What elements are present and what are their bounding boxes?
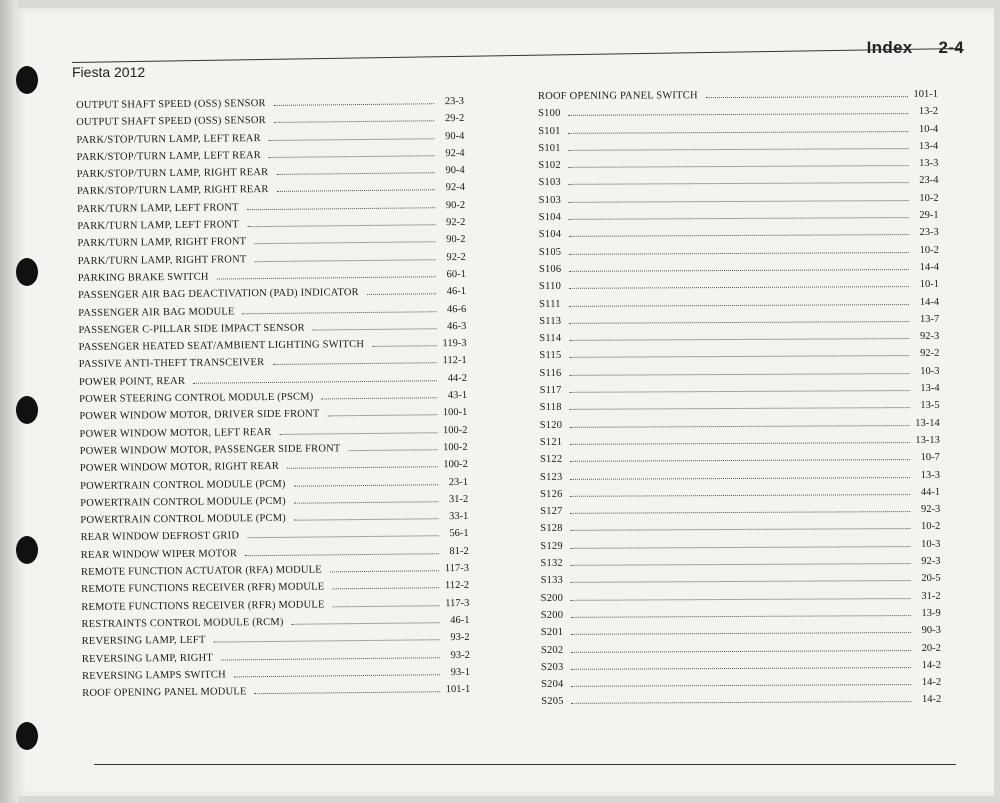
index-entry [541, 608, 941, 627]
entry-page-ref: 10-3 [921, 538, 941, 550]
dot-leader [269, 138, 435, 141]
dot-leader [214, 639, 440, 642]
index-entry [541, 573, 941, 592]
dot-leader [570, 390, 910, 393]
index-entry [540, 469, 940, 488]
entry-name: PARK/TURN LAMP, LEFT FRONT [77, 219, 239, 233]
index-entry [540, 452, 940, 471]
index-entry [539, 245, 939, 264]
entry-name: S103 [538, 177, 561, 189]
index-entry [540, 383, 940, 402]
entry-page-ref: 14-2 [921, 676, 942, 689]
entry-page-ref: 100-2 [442, 424, 468, 436]
entry-name: PASSENGER AIR BAG DEACTIVATION (PAD) INDICATOR [77, 287, 359, 302]
dot-leader [569, 131, 909, 134]
entry-name: S111 [539, 298, 561, 310]
dot-leader [571, 580, 911, 583]
entry-page-ref: 13-14 [915, 417, 940, 429]
entry-page-ref: 93-2 [450, 632, 470, 644]
dot-leader [193, 380, 437, 384]
dot-leader [294, 518, 438, 521]
entry-page-ref: 29-2 [444, 113, 465, 125]
entry-page-ref: 112-2 [444, 580, 470, 592]
entry-name: S205 [541, 696, 564, 708]
entry-page-ref: 14-2 [921, 659, 942, 671]
dot-leader [569, 373, 909, 376]
dot-leader [571, 632, 911, 635]
dot-leader [569, 183, 909, 186]
dot-leader [234, 674, 440, 677]
entry-name: POWER WINDOW MOTOR, RIGHT REAR [79, 461, 280, 475]
index-entry [539, 210, 939, 229]
entry-name: S118 [539, 402, 562, 414]
entry-page-ref: 90-2 [446, 234, 466, 246]
dot-leader [571, 546, 911, 549]
dot-leader [274, 121, 434, 124]
entry-page-ref: 81-2 [449, 545, 469, 557]
entry-name: S126 [540, 488, 563, 500]
entry-page-ref: 23-4 [919, 175, 939, 187]
entry-name: S100 [538, 108, 561, 120]
entry-page-ref: 23-3 [444, 95, 465, 108]
entry-page-ref: 13-3 [920, 469, 941, 481]
dot-leader [569, 321, 909, 324]
dot-leader [292, 622, 440, 625]
dot-leader [569, 234, 909, 237]
entry-name: REMOTE FUNCTIONS RECEIVER (RFR) MODULE [81, 581, 325, 596]
index-entry [539, 227, 939, 246]
entry-page-ref: 33-1 [449, 511, 469, 523]
entry-page-ref: 10-7 [920, 452, 940, 464]
entry-page-ref: 13-13 [915, 434, 940, 446]
entry-page-ref: 20-5 [921, 573, 941, 585]
dot-leader [276, 172, 434, 175]
entry-name: REVERSING LAMPS SWITCH [81, 669, 226, 682]
dot-leader [255, 691, 441, 694]
index-entry [540, 435, 940, 454]
index-entry [539, 262, 939, 281]
index-entry [541, 694, 941, 713]
index-entry [541, 642, 941, 661]
entry-page-ref: 92-2 [920, 348, 940, 360]
entry-page-ref: 10-1 [919, 279, 940, 291]
entry-page-ref: 60-1 [446, 268, 466, 281]
dot-leader [272, 363, 437, 366]
entry-page-ref: 13-5 [920, 400, 940, 412]
index-entry [541, 660, 941, 679]
entry-name: S203 [540, 661, 564, 673]
entry-page-ref: 90-4 [445, 165, 465, 177]
dot-leader [569, 356, 909, 359]
entry-page-ref: 10-2 [919, 192, 939, 204]
index-entry [539, 366, 939, 385]
entry-page-ref: 92-4 [445, 147, 465, 160]
entry-page-ref: 92-2 [445, 217, 466, 229]
entry-name: POWER STEERING CONTROL MODULE (PSCM) [79, 391, 314, 406]
index-entry [541, 591, 941, 610]
entry-page-ref: 14-4 [919, 261, 939, 273]
binder-hole [16, 536, 38, 564]
entry-page-ref: 92-3 [920, 504, 941, 516]
entry-name: S102 [538, 160, 561, 172]
index-entry [540, 400, 940, 419]
index-entry [541, 625, 941, 644]
entry-name: PARK/TURN LAMP, RIGHT FRONT [77, 236, 247, 250]
entry-name: REVERSING LAMP, RIGHT [81, 652, 213, 665]
entry-name: S110 [538, 281, 562, 293]
entry-name: POWERTRAIN CONTROL MODULE (PCM) [80, 512, 287, 527]
dot-leader [569, 269, 909, 272]
entry-page-ref: 31-2 [448, 493, 469, 505]
dot-leader [280, 432, 438, 435]
entry-name: REMOTE FUNCTION ACTUATOR (RFA) MODULE [80, 564, 322, 578]
entry-page-ref: 90-4 [445, 130, 465, 142]
entry-name: S122 [539, 454, 563, 466]
binder-hole [16, 258, 38, 286]
entry-page-ref: 14-2 [921, 694, 942, 706]
entry-page-ref: 92-3 [920, 331, 940, 343]
dot-leader [313, 328, 437, 330]
index-entry [539, 296, 939, 315]
dot-leader [571, 528, 911, 531]
entry-name: ROOF OPENING PANEL MODULE [82, 686, 247, 700]
dot-leader [570, 459, 910, 462]
index-entry [539, 331, 939, 350]
entry-name: PASSIVE ANTI-THEFT TRANSCEIVER [78, 357, 265, 371]
entry-name: S116 [539, 367, 562, 379]
entry-name: PASSENGER C-PILLAR SIDE IMPACT SENSOR [78, 322, 305, 336]
entry-name: S101 [538, 142, 561, 154]
entry-name: S121 [539, 436, 563, 448]
entry-name: S129 [540, 540, 563, 552]
entry-page-ref: 100-2 [443, 441, 468, 454]
dot-leader [569, 217, 909, 220]
binder-hole [16, 66, 38, 94]
entry-name: POWERTRAIN CONTROL MODULE (PCM) [79, 478, 286, 492]
dot-leader [274, 103, 434, 106]
index-entry [538, 158, 938, 177]
entry-name: S115 [539, 350, 562, 362]
entry-page-ref: 10-2 [921, 521, 941, 533]
document-title: Fiesta 2012 [72, 64, 146, 80]
index-entry [540, 418, 940, 437]
dot-leader [570, 425, 910, 428]
entry-name: S105 [538, 246, 562, 258]
dot-leader [572, 684, 912, 687]
entry-name: POWER WINDOW MOTOR, DRIVER SIDE FRONT [79, 408, 320, 423]
entry-page-ref: 92-2 [446, 251, 466, 263]
entry-name: S106 [538, 263, 562, 275]
entry-page-ref: 14-4 [919, 296, 940, 308]
entry-page-ref: 31-2 [921, 590, 941, 602]
entry-name: S117 [539, 384, 562, 397]
dot-leader [569, 113, 909, 116]
entry-name: REMOTE FUNCTIONS RECEIVER (RFR) MODULE [81, 599, 325, 613]
entry-name: S123 [539, 471, 563, 483]
dot-leader [321, 397, 437, 399]
entry-page-ref: 93-1 [450, 666, 471, 678]
entry-name: OUTPUT SHAFT SPEED (OSS) SENSOR [76, 98, 266, 111]
dot-leader [254, 259, 435, 262]
index-entry [540, 539, 940, 558]
entry-name: ROOF OPENING PANEL SWITCH [538, 90, 698, 102]
dot-leader [221, 657, 440, 660]
entry-name: REVERSING LAMP, LEFT [81, 634, 206, 648]
dot-leader [572, 701, 912, 704]
index-entry [538, 123, 938, 142]
entry-page-ref: 117-3 [444, 562, 469, 575]
index-entry [540, 504, 940, 523]
entry-page-ref: 46-1 [450, 614, 470, 627]
entry-page-ref: 10-3 [920, 365, 940, 377]
dot-leader [569, 252, 909, 255]
dot-leader [569, 148, 909, 151]
entry-page-ref: 43-1 [447, 389, 468, 402]
dot-leader [571, 598, 911, 601]
entry-name: S128 [540, 523, 563, 535]
entry-name: PASSENGER AIR BAG MODULE [78, 305, 235, 319]
entry-page-ref: 13-4 [919, 140, 939, 152]
entry-name: REAR WINDOW DEFROST GRID [80, 530, 240, 544]
entry-page-ref: 46-6 [446, 303, 467, 315]
entry-name: POWER WINDOW MOTOR, LEFT REAR [79, 426, 272, 440]
binder-hole [16, 722, 38, 750]
entry-name: PARK/STOP/TURN LAMP, RIGHT REAR [76, 184, 269, 198]
dot-leader [571, 494, 911, 497]
entry-name: S200 [540, 592, 564, 604]
entry-name: PARK/TURN LAMP, LEFT FRONT [77, 202, 239, 215]
entry-page-ref: 90-2 [445, 199, 466, 211]
index-entry [539, 348, 939, 367]
entry-page-ref: 13-9 [921, 607, 941, 619]
entry-page-ref: 92-4 [445, 182, 465, 194]
footer-rule [94, 764, 956, 765]
entry-page-ref: 23-3 [919, 227, 939, 239]
dot-leader [330, 570, 439, 572]
entry-page-ref: 13-7 [919, 313, 940, 325]
entry-page-ref: 46-1 [446, 286, 467, 298]
dot-leader [245, 553, 439, 556]
dot-leader [570, 477, 910, 480]
dot-leader [294, 501, 438, 504]
entry-name: S132 [540, 557, 563, 570]
dot-leader [243, 311, 437, 314]
dot-leader [247, 207, 435, 210]
entry-page-ref: 44-2 [447, 372, 467, 384]
dot-leader [247, 536, 438, 539]
entry-name: PARK/TURN LAMP, RIGHT FRONT [77, 253, 247, 267]
index-entry [540, 556, 940, 575]
entry-page-ref: 10-2 [919, 244, 939, 256]
index-column-left [76, 96, 470, 705]
entry-page-ref: 112-1 [442, 355, 467, 367]
entry-name: POWER POINT, REAR [78, 375, 186, 388]
index-column-right [538, 89, 941, 714]
dot-leader [327, 415, 437, 417]
entry-name: S104 [538, 229, 562, 241]
entry-page-ref: 13-3 [919, 158, 939, 170]
entry-name: S113 [539, 315, 562, 327]
entry-name: S204 [541, 678, 564, 691]
dot-leader [571, 667, 911, 670]
entry-page-ref: 13-4 [920, 382, 940, 395]
entry-page-ref: 23-1 [448, 476, 469, 488]
entry-name: S201 [540, 627, 564, 639]
index-entry [539, 279, 939, 298]
index-entry [539, 314, 939, 333]
dot-leader [569, 200, 909, 203]
index-entry [538, 89, 938, 108]
entry-name: PARK/STOP/TURN LAMP, LEFT REAR [76, 149, 262, 163]
dot-leader [569, 165, 909, 168]
index-entry [541, 677, 941, 696]
index-entry [540, 487, 940, 506]
dot-leader [571, 650, 911, 653]
entry-name: S127 [540, 506, 563, 518]
entry-page-ref: 20-2 [921, 642, 941, 654]
entry-name: POWER WINDOW MOTOR, PASSENGER SIDE FRONT [79, 443, 341, 457]
entry-name: PARK/STOP/TURN LAMP, LEFT REAR [76, 132, 261, 146]
entry-page-ref: 100-1 [442, 407, 468, 419]
entry-name: PARKING BRAKE SWITCH [77, 271, 209, 284]
entry-name: S114 [539, 333, 562, 345]
index-entry [540, 521, 940, 540]
dot-leader [367, 294, 436, 296]
entry-name: S101 [538, 125, 561, 137]
dot-leader [294, 484, 438, 487]
entry-page-ref: 101-1 [445, 683, 471, 696]
page-number: 2-4 [938, 38, 964, 57]
entry-page-ref: 10-4 [918, 123, 939, 135]
dot-leader [571, 511, 911, 514]
entry-name: S133 [540, 575, 563, 587]
entry-page-ref: 13-2 [918, 106, 939, 118]
dot-leader [571, 563, 911, 566]
entry-page-ref: 56-1 [449, 528, 469, 540]
dot-leader [217, 276, 436, 279]
entry-page-ref: 93-2 [450, 649, 470, 661]
dot-leader [569, 338, 909, 341]
entry-name: S104 [538, 211, 562, 224]
entry-name: S120 [539, 419, 563, 431]
entry-page-ref: 117-3 [445, 597, 470, 609]
entry-page-ref: 46-3 [447, 320, 467, 332]
dot-leader [269, 155, 435, 158]
entry-page-ref: 44-1 [920, 486, 941, 498]
dot-leader [569, 304, 909, 307]
dot-leader [372, 345, 436, 347]
entry-name: RESTRAINTS CONTROL MODULE (RCM) [81, 616, 284, 630]
entry-name: OUTPUT SHAFT SPEED (OSS) SENSOR [76, 115, 266, 129]
dot-leader [570, 442, 910, 445]
entry-page-ref: 101-1 [913, 88, 939, 101]
index-entry [538, 175, 938, 194]
entry-page-ref: 29-1 [919, 209, 939, 222]
index-entry [538, 106, 938, 125]
entry-name: PARK/STOP/TURN LAMP, RIGHT REAR [76, 167, 269, 181]
entry-page-ref: 92-3 [921, 555, 941, 568]
dot-leader [332, 588, 439, 590]
binder-hole [16, 396, 38, 424]
dot-leader [569, 286, 909, 289]
dot-leader [333, 605, 440, 607]
entry-name: POWERTRAIN CONTROL MODULE (PCM) [80, 495, 286, 509]
dot-leader [287, 466, 438, 469]
entry-name: PASSENGER HEATED SEAT/AMBIENT LIGHTING SWITCH [78, 339, 365, 354]
entry-name: REAR WINDOW WIPER MOTOR [80, 548, 238, 561]
entry-name: S103 [538, 194, 561, 206]
entry-page-ref: 90-3 [921, 625, 941, 637]
dot-leader [247, 224, 435, 227]
dot-leader [277, 190, 435, 193]
entry-name: S202 [540, 644, 564, 656]
entry-name: S200 [540, 609, 564, 621]
index-entry [538, 141, 938, 160]
section-title: Index [866, 38, 913, 57]
dot-leader [348, 449, 437, 451]
index-entry [539, 193, 939, 212]
dot-leader [570, 407, 910, 410]
dot-leader [706, 96, 908, 98]
entry-page-ref: 119-3 [442, 338, 467, 350]
dot-leader [571, 615, 911, 618]
dot-leader [254, 242, 435, 245]
entry-page-ref: 100-2 [443, 459, 468, 471]
